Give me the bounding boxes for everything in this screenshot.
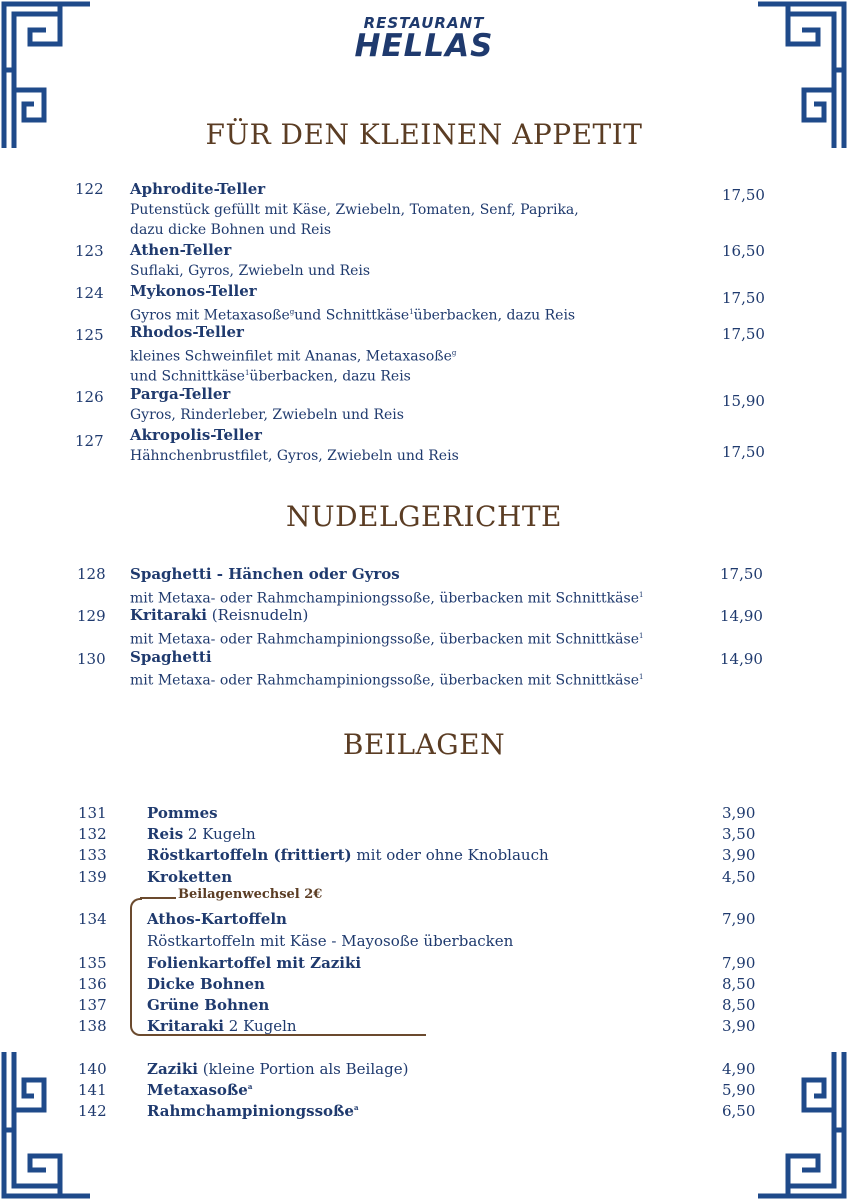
item-number: 137 [78, 996, 107, 1014]
item-name: Akropolis-Teller [130, 426, 262, 444]
item-number: 124 [75, 284, 104, 302]
item-price: 17,50 [722, 289, 765, 307]
item-description: Röstkartoffeln mit Käse - Mayosoße überbacken [147, 932, 514, 950]
item-number: 123 [75, 242, 104, 260]
item-number: 126 [75, 388, 104, 406]
item-name: Spaghetti [130, 648, 212, 666]
section-title-nudel: NUDELGERICHTE [286, 500, 562, 533]
item-number: 129 [77, 607, 106, 625]
item-description: Gyros mit Metaxasoße$^g$und Schnittkäse$^1$überbacken, dazu Reis [130, 307, 576, 324]
item-price: 3,50 [722, 825, 756, 843]
section-title-appetit: FÜR DEN KLEINEN APPETIT [205, 118, 643, 151]
beilagenwechsel-label: Beilagenwechsel 2€ [178, 887, 323, 902]
item-number: 139 [78, 868, 107, 886]
item-name: Metaxasoße$^a$ [147, 1081, 253, 1099]
item-number: 128 [77, 565, 106, 583]
item-number: 122 [75, 180, 104, 198]
item-price: 4,50 [722, 868, 756, 886]
item-name: Rhodos-Teller [130, 323, 244, 341]
item-price: 16,50 [722, 242, 765, 260]
item-name: Kritaraki (Reisnudeln) [130, 606, 309, 624]
item-name: Mykonos-Teller [130, 282, 257, 300]
item-price: 17,50 [722, 443, 765, 461]
item-description: kleines Schweinfilet mit Ananas, Metaxasoße$^g$ [130, 348, 457, 365]
item-number: 131 [78, 804, 107, 822]
item-description: dazu dicke Bohnen und Reis [130, 222, 332, 238]
item-name: Kritaraki 2 Kugeln [147, 1017, 297, 1035]
item-name: Zaziki (kleine Portion als Beilage) [147, 1060, 409, 1078]
item-number: 125 [75, 326, 104, 344]
item-description: Putenstück gefüllt mit Käse, Zwiebeln, Tomaten, Senf, Paprika, [130, 202, 579, 218]
item-name: Athos-Kartoffeln [147, 910, 287, 928]
item-description: mit Metaxa- oder Rahmchampiniongssoße, überbacken mit Schnittkäse$^1$ [130, 590, 644, 607]
section-title-beilagen: BEILAGEN [342, 728, 506, 761]
item-number: 140 [78, 1060, 107, 1078]
item-name: Pommes [147, 804, 218, 822]
item-number: 133 [78, 846, 107, 864]
item-price: 4,90 [722, 1060, 756, 1078]
item-name: Folienkartoffel mit Zaziki [147, 954, 362, 972]
item-price: 8,50 [722, 975, 756, 993]
item-description: Hähnchenbrustfilet, Gyros, Zwiebeln und Reis [130, 448, 459, 464]
item-price: 5,90 [722, 1081, 756, 1099]
item-price: 7,90 [722, 954, 756, 972]
item-description: mit Metaxa- oder Rahmchampiniongssoße, überbacken mit Schnittkäse$^1$ [130, 631, 644, 648]
item-description: und Schnittkäse$^1$überbacken, dazu Reis [130, 368, 411, 385]
item-number: 136 [78, 975, 107, 993]
item-price: 17,50 [722, 325, 765, 343]
item-price: 15,90 [722, 392, 765, 410]
item-name: Röstkartoffeln (frittiert) mit oder ohne Knoblauch [147, 846, 549, 864]
logo-line-hellas: HELLAS [354, 28, 494, 64]
greek-key-ornament [698, 1050, 848, 1200]
item-name: Reis 2 Kugeln [147, 825, 256, 843]
logo-line-restaurant: RESTAURANT [363, 14, 485, 32]
item-description: mit Metaxa- oder Rahmchampiniongssoße, überbacken mit Schnittkäse$^1$ [130, 672, 644, 689]
item-price: 6,50 [722, 1102, 756, 1120]
item-number: 132 [78, 825, 107, 843]
item-name: Dicke Bohnen [147, 975, 265, 993]
item-number: 135 [78, 954, 107, 972]
item-name: Grüne Bohnen [147, 996, 270, 1014]
item-number: 130 [77, 650, 106, 668]
greek-key-ornament [0, 1050, 150, 1200]
item-price: 8,50 [722, 996, 756, 1014]
item-description: Suflaki, Gyros, Zwiebeln und Reis [130, 263, 371, 279]
item-name: Aphrodite-Teller [130, 180, 266, 198]
item-price: 3,90 [722, 1017, 756, 1035]
item-description: Gyros, Rinderleber, Zwiebeln und Reis [130, 407, 404, 423]
item-number: 138 [78, 1017, 107, 1035]
item-price: 17,50 [720, 565, 763, 583]
restaurant-logo [0, 14, 848, 62]
item-price: 3,90 [722, 804, 756, 822]
item-name: Spaghetti - Hänchen oder Gyros [130, 565, 400, 583]
item-number: 142 [78, 1102, 107, 1120]
item-name: Rahmchampiniongssoße$^a$ [147, 1102, 359, 1120]
item-price: 17,50 [722, 186, 765, 204]
item-name: Athen-Teller [130, 241, 232, 259]
item-name: Parga-Teller [130, 385, 231, 403]
item-price: 14,90 [720, 650, 763, 668]
item-number: 134 [78, 910, 107, 928]
item-number: 141 [78, 1081, 107, 1099]
item-name: Kroketten [147, 868, 233, 886]
item-number: 127 [75, 432, 104, 450]
item-price: 3,90 [722, 846, 756, 864]
item-price: 14,90 [720, 607, 763, 625]
item-price: 7,90 [722, 910, 756, 928]
bracket-tick [140, 897, 176, 899]
